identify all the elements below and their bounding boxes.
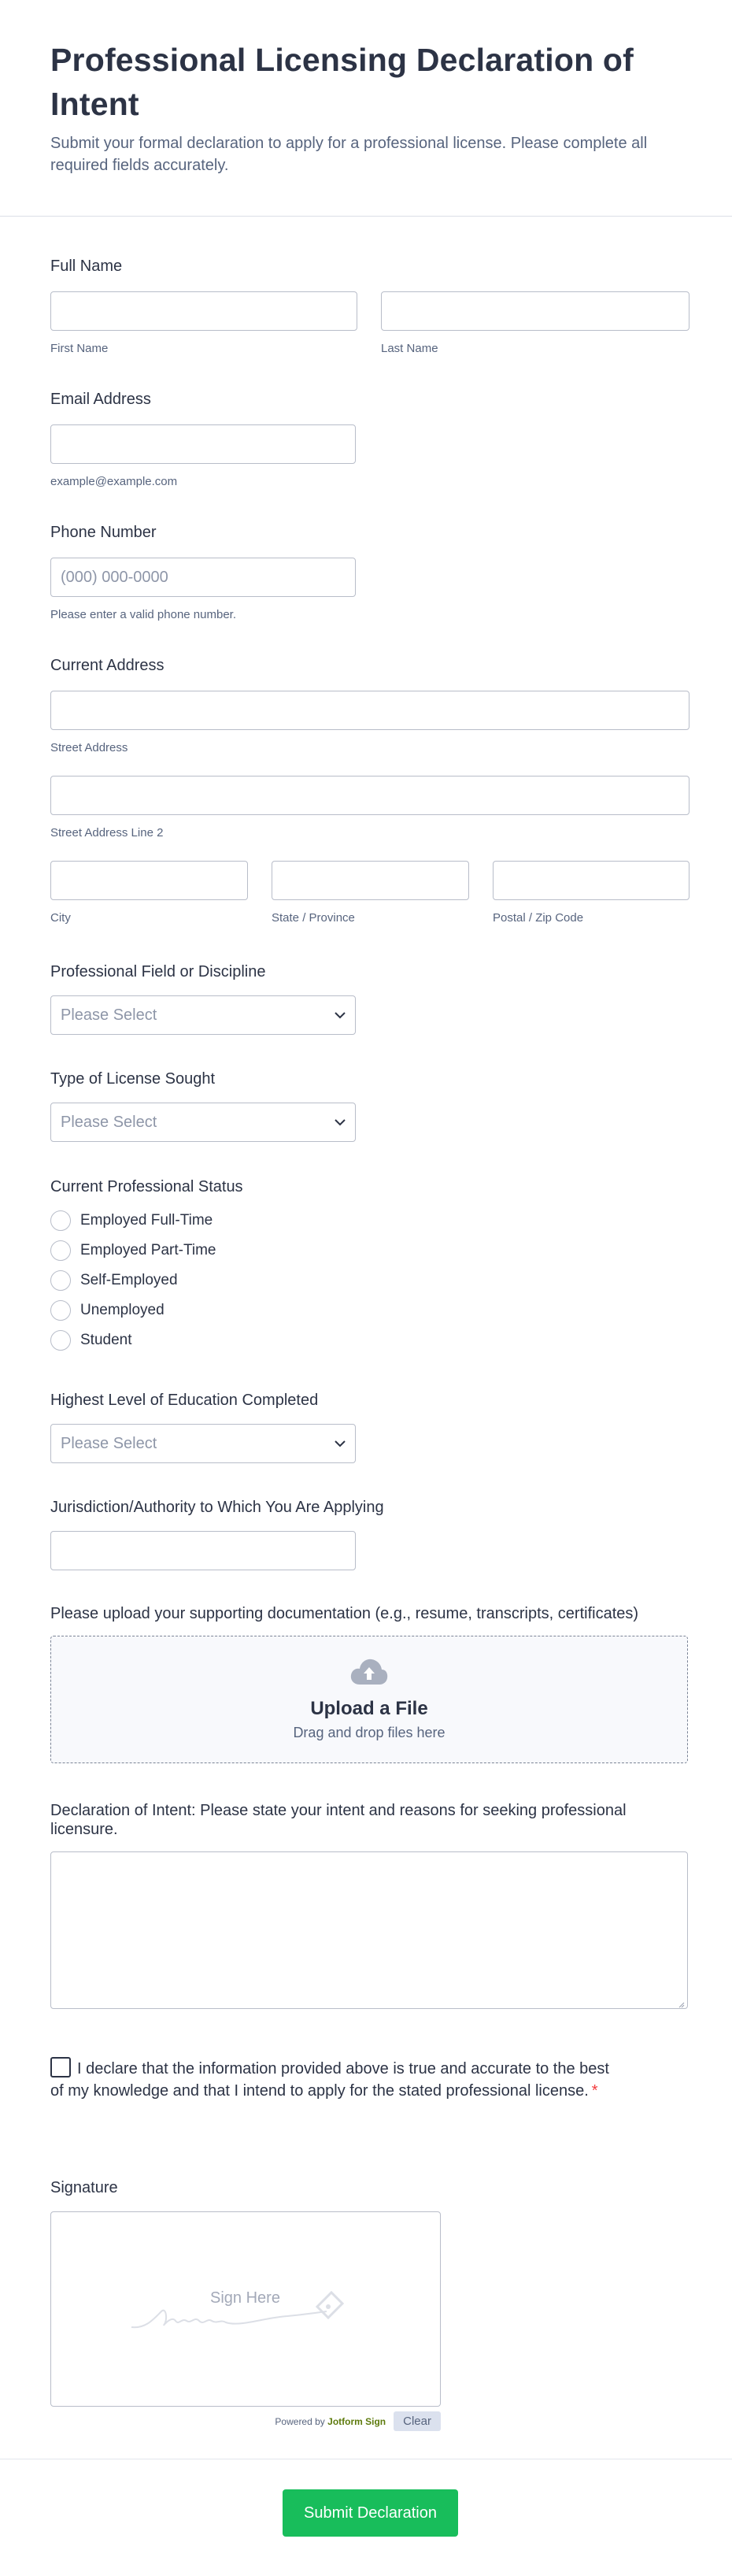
chevron-down-icon (335, 1117, 346, 1128)
form-footer (0, 2459, 732, 2576)
status-section (50, 1177, 243, 1355)
declaration-intent-section (50, 1801, 689, 2009)
license-type-value: Please Select (61, 1113, 157, 1131)
education-select[interactable] (50, 1424, 356, 1463)
upload-label: Please upload your supporting documentation (e.g., resume, transcripts, certificates) (50, 1605, 639, 1622)
email-section (50, 390, 356, 489)
jurisdiction-section (50, 1498, 384, 1570)
status-option-student[interactable] (50, 1325, 243, 1355)
professional-field-select[interactable] (50, 995, 356, 1035)
street-address-sublabel: Street Address (50, 741, 128, 754)
zip-input[interactable] (493, 861, 689, 900)
upload-title: Upload a File (310, 1698, 428, 1719)
declaration-intent-label: Declaration of Intent: Please state your intent and reasons for seeking professional licensure. (50, 1802, 627, 1838)
phone-section (50, 523, 356, 622)
status-option-unemployed[interactable] (50, 1295, 243, 1325)
street-address-2-sublabel: Street Address Line 2 (50, 826, 164, 840)
radio-label: Student (80, 1332, 132, 1348)
radio-button[interactable] (50, 1270, 71, 1291)
phone-field[interactable]: (000) 000-0000 (50, 558, 356, 597)
powered-by-text (275, 2416, 386, 2427)
status-option-part-time[interactable] (50, 1236, 243, 1266)
agreement-checkbox[interactable] (50, 2057, 71, 2077)
jurisdiction-input[interactable] (50, 1531, 356, 1570)
signature-placeholder: Sign Here (210, 2289, 280, 2307)
first-name-sublabel: First Name (50, 342, 109, 355)
radio-button[interactable] (50, 1300, 71, 1321)
radio-button[interactable] (50, 1210, 71, 1231)
page-title: Professional Licensing Declaration of Intent (50, 42, 634, 122)
address-label: Current Address (50, 657, 165, 674)
submit-button[interactable]: Submit Declaration (283, 2489, 458, 2537)
last-name-input[interactable] (381, 291, 689, 331)
street-address-2-input[interactable] (50, 776, 689, 815)
radio-label: Employed Full-Time (80, 1212, 213, 1229)
signature-section (50, 2178, 441, 2431)
signature-pad[interactable] (50, 2211, 441, 2407)
radio-button[interactable] (50, 1330, 71, 1351)
clear-signature-button[interactable]: Clear (394, 2411, 441, 2431)
radio-label: Self-Employed (80, 1272, 178, 1288)
email-label: Email Address (50, 391, 151, 408)
radio-label: Unemployed (80, 1302, 165, 1318)
status-option-full-time[interactable] (50, 1206, 243, 1236)
jurisdiction-label: Jurisdiction/Authority to Which You Are Applying (50, 1499, 384, 1516)
signature-label: Signature (50, 2179, 118, 2196)
declaration-intent-textarea[interactable] (50, 1851, 688, 2009)
street-address-input[interactable] (50, 691, 689, 730)
address-section (50, 656, 689, 925)
license-type-select[interactable] (50, 1103, 356, 1142)
powered-by-prefix: Powered by (275, 2415, 325, 2427)
page-subtitle: Submit your formal declaration to apply for a professional license. Please complete all required fields accurately. (50, 135, 648, 174)
radio-label: Employed Part-Time (80, 1242, 216, 1258)
first-name-input[interactable] (50, 291, 357, 331)
city-input[interactable] (50, 861, 248, 900)
jotform-sign-brand: Jotform Sign (327, 2415, 386, 2427)
email-field[interactable] (50, 424, 356, 464)
professional-field-label: Professional Field or Discipline (50, 963, 266, 980)
phone-label: Phone Number (50, 524, 157, 541)
agreement-section (50, 2057, 617, 2102)
email-sublabel: example@example.com (50, 475, 178, 488)
status-option-self-employed[interactable] (50, 1266, 243, 1295)
agreement-text: I declare that the information provided above is true and accurate to the best of my knowledge and that I intend to apply for the stated professional license. (50, 2060, 609, 2100)
upload-subtitle: Drag and drop files here (293, 1725, 445, 1740)
education-section (50, 1391, 356, 1463)
full-name-section (50, 257, 689, 356)
professional-field-section (50, 962, 356, 1035)
state-sublabel: State / Province (272, 911, 355, 925)
zip-sublabel: Postal / Zip Code (493, 911, 584, 925)
professional-field-value: Please Select (61, 1006, 157, 1024)
form-header (0, 0, 732, 217)
license-type-label: Type of License Sought (50, 1070, 216, 1088)
license-type-section (50, 1069, 356, 1142)
required-asterisk: * (591, 2082, 598, 2100)
radio-button[interactable] (50, 1240, 71, 1261)
phone-sublabel: Please enter a valid phone number. (50, 608, 236, 621)
education-label: Highest Level of Education Completed (50, 1392, 319, 1409)
city-sublabel: City (50, 911, 71, 925)
file-upload-dropzone[interactable] (50, 1636, 688, 1763)
status-label: Current Professional Status (50, 1178, 243, 1195)
last-name-sublabel: Last Name (381, 342, 438, 355)
agreement-label[interactable] (50, 2057, 617, 2102)
full-name-label: Full Name (50, 258, 123, 275)
resize-handle-icon[interactable] (677, 1998, 685, 2006)
chevron-down-icon (335, 1438, 346, 1449)
upload-section (50, 1604, 688, 1763)
state-input[interactable] (272, 861, 469, 900)
cloud-upload-icon (349, 1658, 389, 1690)
chevron-down-icon (335, 1010, 346, 1021)
education-value: Please Select (61, 1434, 157, 1452)
